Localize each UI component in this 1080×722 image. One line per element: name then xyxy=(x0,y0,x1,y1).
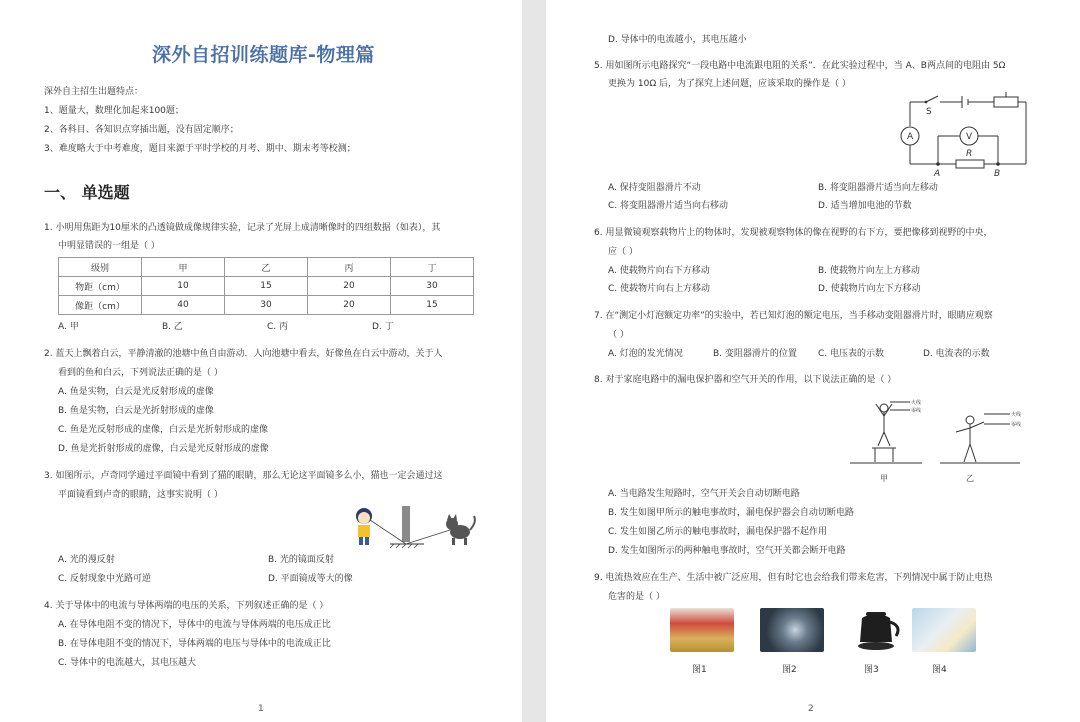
feature-2: 2、各科目、各知识点穿插出题，没有固定顺序； xyxy=(44,125,239,135)
table-cell: 级别 xyxy=(59,258,142,277)
figure-caption-1: 图1 xyxy=(692,665,707,675)
q1-option-a: A. 甲 xyxy=(58,322,79,332)
table-cell: 15 xyxy=(391,296,474,315)
q5-option-d: D. 适当增加电池的节数 xyxy=(818,201,912,211)
q8-option-d: D. 发生如图所示的两种触电事故时，空气开关都会断开电路 xyxy=(608,546,846,556)
figure-caption-3: 图3 xyxy=(864,665,879,675)
q3-option-d: D. 平面镜成等大的像 xyxy=(268,574,353,584)
neutral-wire-label-1: 零线 xyxy=(911,408,922,414)
q8-stem: 8. 对于家庭电路中的漏电保护器和空气开关的作用，以下说法正确的是（ ） xyxy=(594,375,897,385)
q6-option-c: C. 使载物片向右上方移动 xyxy=(608,284,711,294)
q4-stem: 4. 关于导体中的电流与导体两端的电压的关系，下列叙述正确的是（ ） xyxy=(44,601,329,611)
electric-shock-figure xyxy=(850,392,1036,486)
table-cell: 丁 xyxy=(391,258,474,277)
table-cell: 物距（cm） xyxy=(59,277,142,296)
table-cell: 20 xyxy=(308,296,391,315)
q8-option-a: A. 当电路发生短路时，空气开关会自动切断电路 xyxy=(608,489,800,499)
live-wire-label-1: 火线 xyxy=(911,400,922,406)
q3-stem-line2: 平面镜看到卢奇的眼睛，这事实说明（ ） xyxy=(58,490,223,500)
page-number: 2 xyxy=(808,704,814,714)
q1-data-table xyxy=(58,257,474,315)
q1-stem-line2: 中明显错误的一组是（ ） xyxy=(58,241,160,251)
mirror-figure xyxy=(350,500,478,552)
table-cell: 40 xyxy=(142,296,225,315)
q7-stem-line2: （ ） xyxy=(608,330,629,340)
q7-option-d: D. 电流表的示数 xyxy=(923,349,990,359)
circuit-label-s: S xyxy=(926,107,932,117)
table-row xyxy=(59,296,474,315)
q9-stem-line2: 危害的是（ ） xyxy=(608,592,665,602)
q6-stem-line1: 6. 用显微镜观察载物片上的物体时，发现被观察物体的像在视野的右下方，要把像移到视野的中央， xyxy=(594,228,993,238)
figure-label-jia: 甲 xyxy=(880,474,888,483)
incubator-photo xyxy=(670,608,734,652)
table-cell: 10 xyxy=(142,277,225,296)
q5-stem-line2: 更换为 10Ω 后，为了探究上述问题，应该采取的操作是（ ） xyxy=(608,79,851,89)
q1-stem-line1: 1. 小明用焦距为10厘米的凸透镜做成像规律实验，记录了光屏上成清晰像时的四组数据（如表），其 xyxy=(44,223,441,233)
intro-heading: 深外自主招生出题特点： xyxy=(44,87,144,97)
table-cell: 15 xyxy=(225,277,308,296)
q5-option-b: B. 将变阻器滑片适当向左移动 xyxy=(818,183,938,193)
section-title: 一、 单选题 xyxy=(44,183,130,202)
feature-1: 1、题量大，数理化加起来100题； xyxy=(44,106,184,116)
q5-option-a: A. 保持变阻器滑片不动 xyxy=(608,183,701,193)
q7-option-b: B. 变阻器滑片的位置 xyxy=(713,349,797,359)
q6-option-a: A. 使载物片向右下方移动 xyxy=(608,266,710,276)
feature-3: 3、难度略大于中考难度，题目来源于平时学校的月考、期中、期末考等校测； xyxy=(44,144,356,154)
table-cell: 像距（cm） xyxy=(59,296,142,315)
document-page-1 xyxy=(0,0,522,722)
q7-stem-line1: 7. 在“测定小灯泡额定功率”的实验中，若已知灯泡的额定电压，当手移动变阻器滑片时，眼睛应观察 xyxy=(594,311,993,321)
q3-option-b: B. 光的镜面反射 xyxy=(268,555,334,565)
q2-option-c: C. 鱼是光反射形成的虚像，白云是光折射形成的虚像 xyxy=(58,425,269,435)
figure-caption-2: 图2 xyxy=(782,665,797,675)
q3-stem-line1: 3. 如图所示，卢奇同学通过平面镜中看到了猫的眼睛，那么无论这平面镜多么小，猫也一定会通过这 xyxy=(44,471,443,481)
q1-option-b: B. 乙 xyxy=(162,322,183,332)
table-cell: 丙 xyxy=(308,258,391,277)
q2-option-b: B. 鱼是实物，白云是光折射形成的虚像 xyxy=(58,406,214,416)
ammeter-label: A xyxy=(907,132,914,142)
q4-option-b: B. 在导体电阻不变的情况下，导体两端的电压与导体中的电流成正比 xyxy=(58,639,331,649)
page-title: 深外自招训练题库-物理篇 xyxy=(152,44,375,66)
q8-option-c: C. 发生如图乙所示的触电事故时，漏电保护器不起作用 xyxy=(608,527,828,537)
q6-option-b: B. 使载物片向左上方移动 xyxy=(818,266,920,276)
live-wire-label-2: 火线 xyxy=(1011,412,1022,418)
table-row xyxy=(59,277,474,296)
q4-option-d: D. 导体中的电流越小，其电压越小 xyxy=(608,35,747,45)
table-header-row xyxy=(59,258,474,277)
circuit-diagram xyxy=(898,92,1032,178)
q3-option-a: A. 光的漫反射 xyxy=(58,555,115,565)
q6-stem-line2: 应（ ） xyxy=(608,247,638,257)
q8-option-b: B. 发生如图甲所示的触电事故时，漏电保护器会自动切断电路 xyxy=(608,508,854,518)
figure-caption-4: 图4 xyxy=(932,665,947,675)
q2-option-d: D. 鱼是光折射形成的虚像，白云是光反射形成的虚像 xyxy=(58,444,269,454)
computer-fan-photo xyxy=(760,608,824,652)
figure-label-yi: 乙 xyxy=(966,474,974,483)
table-cell: 30 xyxy=(391,277,474,296)
q3-option-c: C. 反射现象中光路可逆 xyxy=(58,574,152,584)
q7-option-c: C. 电压表的示数 xyxy=(818,349,885,359)
point-b-label: B xyxy=(994,169,1001,178)
document-page-2 xyxy=(546,0,1080,722)
q7-option-a: A. 灯泡的发光情况 xyxy=(608,349,683,359)
page-number: 1 xyxy=(258,704,264,714)
q2-stem-line2: 看到的鱼和白云，下列说法正确的是（ ） xyxy=(58,368,223,378)
resistor-label: R xyxy=(966,149,973,159)
q2-option-a: A. 鱼是实物，白云是光反射形成的虚像 xyxy=(58,387,214,397)
q6-option-d: D. 使载物片向左下方移动 xyxy=(818,284,921,294)
q1-option-c: C. 丙 xyxy=(267,322,289,332)
q1-option-d: D. 丁 xyxy=(372,322,394,332)
clothes-iron-photo xyxy=(912,608,976,652)
voltmeter-label: V xyxy=(966,132,973,142)
electric-kettle-photo xyxy=(848,606,912,650)
table-cell: 甲 xyxy=(142,258,225,277)
q5-option-c: C. 将变阻器滑片适当向右移动 xyxy=(608,201,729,211)
q2-stem-line1: 2. 蓝天上飘着白云，平静清澈的池塘中鱼自由游动．人向池塘中看去，好像鱼在白云中游动，关于人 xyxy=(44,349,443,359)
table-cell: 20 xyxy=(308,277,391,296)
q4-option-c: C. 导体中的电流越大，其电压越大 xyxy=(58,658,197,668)
q9-stem-line1: 9. 电流热效应在生产、生活中被广泛应用，但有时它也会给我们带来危害，下列情况中属于防止电热 xyxy=(594,573,993,583)
table-cell: 乙 xyxy=(225,258,308,277)
q4-option-a: A. 在导体电阻不变的情况下，导体中的电流与导体两端的电压成正比 xyxy=(58,620,331,630)
table-cell: 30 xyxy=(225,296,308,315)
q5-stem-line1: 5. 用如图所示电路探究“一段电路中电流跟电阻的关系”．在此实验过程中，当 A、B两点间的电阻由 5Ω xyxy=(594,61,1006,71)
point-a-label: A xyxy=(934,169,941,178)
neutral-wire-label-2: 零线 xyxy=(1011,422,1022,428)
